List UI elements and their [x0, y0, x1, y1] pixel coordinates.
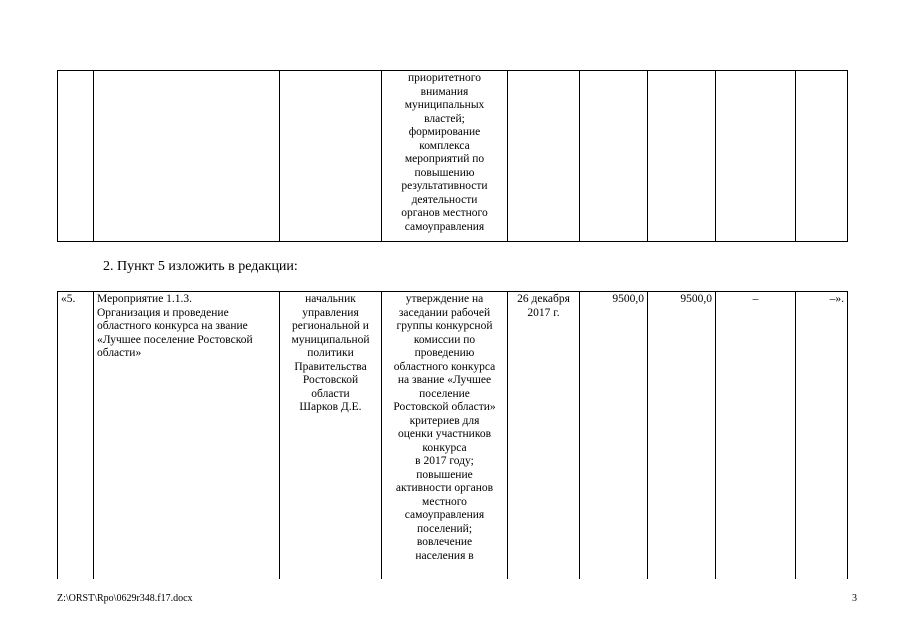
continuation-table — [57, 70, 848, 242]
cell-regional: 9500,0 — [648, 292, 716, 579]
cell-responsible — [280, 71, 382, 242]
footer-page-number: 3 — [852, 593, 857, 604]
cell-other: –». — [796, 292, 848, 579]
cell-number: «5. — [58, 292, 94, 579]
cell-total: 9500,0 — [580, 292, 648, 579]
measure-table — [57, 291, 848, 579]
cell-other — [796, 71, 848, 242]
section-heading: 2. Пункт 5 изложить в редакции: — [103, 259, 298, 274]
cell-number — [58, 71, 94, 242]
cell-federal: – — [716, 292, 796, 579]
cell-date: 26 декабря 2017 г. — [508, 292, 580, 579]
cell-measure — [94, 71, 280, 242]
cell-responsible: начальник управления региональной и муниципальной политики Правительства Ростовской области Шарков Д.Е. — [280, 292, 382, 579]
table-row — [58, 71, 848, 242]
cell-regional — [648, 71, 716, 242]
cell-federal — [716, 71, 796, 242]
cell-result: приоритетного внимания муниципальных властей; формирование комплекса мероприятий по повышению результативности деятельности органов местного самоуправления — [382, 71, 508, 242]
cell-result: утверждение на заседании рабочей группы конкурсной комиссии по проведению областного конкурса на звание «Лучшее поселение Ростовской области» критериев для оценки участников конкурса в 2017 году; повышение активности органов местного самоуправления поселений; вовлечение населения в — [382, 292, 508, 579]
footer-file-path: Z:\ORST\Rpo\0629r348.f17.docx — [57, 593, 193, 604]
table-row — [58, 292, 848, 579]
cell-date — [508, 71, 580, 242]
cell-measure: Мероприятие 1.1.3. Организация и проведение областного конкурса на звание «Лучшее поселение Ростовской области» — [94, 292, 280, 579]
cell-total — [580, 71, 648, 242]
